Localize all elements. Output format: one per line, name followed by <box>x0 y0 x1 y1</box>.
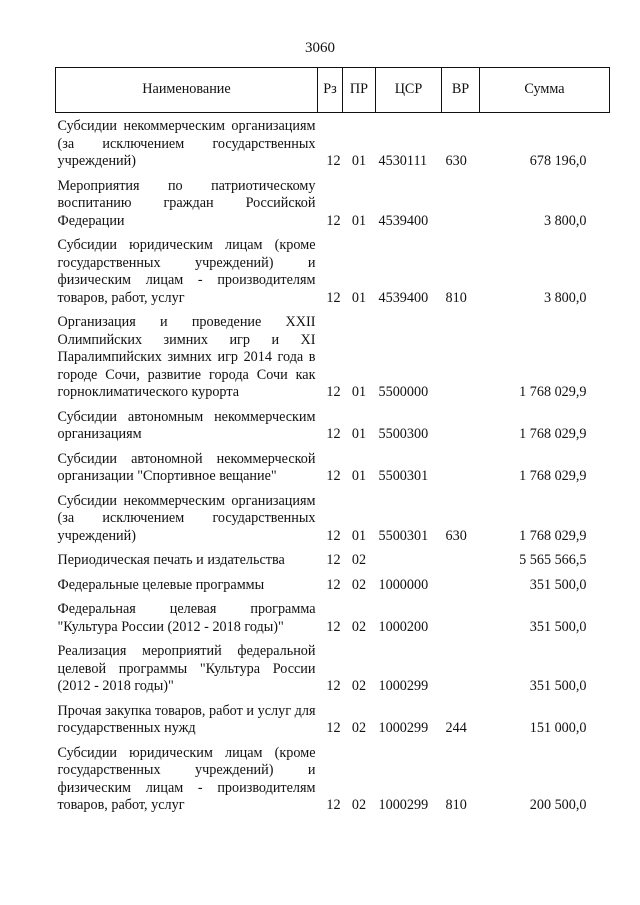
cell-rz: 12 <box>326 618 341 635</box>
cell-pr: 02 <box>351 720 367 736</box>
cell-vr: 630 <box>445 153 467 169</box>
header-vr: ВР <box>442 68 480 113</box>
cell-vr <box>442 596 480 638</box>
cell-csr: 1000299 <box>378 678 429 694</box>
cell-csr: 5500000 <box>378 384 429 400</box>
cell-sum: 1 768 029,9 <box>519 384 587 400</box>
cell-pr: 01 <box>351 384 367 400</box>
cell-vr: 244 <box>445 720 467 736</box>
table-row <box>56 113 610 173</box>
cell-rz: 12 <box>326 289 341 306</box>
cell-pr: 01 <box>351 468 367 484</box>
page-number: 3060 <box>305 40 335 56</box>
cell-vr <box>442 173 480 233</box>
table-body <box>56 113 610 817</box>
cell-rz: 12 <box>326 426 341 442</box>
cell-sum: 678 196,0 <box>529 153 587 169</box>
cell-rz: 12 <box>326 720 341 736</box>
cell-sum: 151 000,0 <box>529 720 587 736</box>
table-row <box>56 638 610 698</box>
cell-csr: 1000200 <box>378 618 429 635</box>
cell-vr: 630 <box>445 527 467 544</box>
table-row <box>56 232 610 309</box>
cell-sum: 3 800,0 <box>543 289 587 306</box>
table-row <box>56 596 610 638</box>
table-row <box>56 309 610 404</box>
cell-rz: 12 <box>326 797 341 813</box>
cell-vr <box>442 309 480 404</box>
cell-pr: 02 <box>351 576 367 593</box>
cell-rz: 12 <box>326 527 341 544</box>
cell-rz: 12 <box>326 468 341 484</box>
table-row <box>56 173 610 233</box>
table-row <box>56 547 610 572</box>
cell-pr: 01 <box>351 289 367 306</box>
cell-rz: 12 <box>326 576 341 593</box>
cell-name: Субсидии некоммерческим организациям (за исключением государственных учреждений) <box>57 118 316 169</box>
cell-pr: 02 <box>351 618 367 635</box>
cell-rz: 12 <box>326 678 341 694</box>
cell-name: Мероприятия по патриотическому воспитанию граждан Российской Федерации <box>57 177 316 229</box>
table-row <box>56 488 610 548</box>
cell-csr: 5500301 <box>378 527 429 544</box>
cell-name: Реализация мероприятий федеральной целевой программы "Культура России (2012 - 2018 годы)" <box>57 643 316 694</box>
cell-rz: 12 <box>326 552 341 568</box>
cell-csr: 1000299 <box>378 797 429 813</box>
cell-sum: 351 500,0 <box>529 678 587 694</box>
cell-csr: 4539400 <box>378 212 429 229</box>
cell-pr: 02 <box>351 678 367 694</box>
cell-name: Субсидии автономным некоммерческим организациям <box>57 408 316 442</box>
cell-name: Федеральные целевые программы <box>57 576 265 593</box>
header-pr: ПР <box>343 68 376 113</box>
cell-sum: 351 500,0 <box>529 576 587 593</box>
cell-name: Субсидии некоммерческим организациям (за исключением государственных учреждений) <box>57 492 316 544</box>
cell-csr: 1000000 <box>378 576 429 593</box>
cell-rz: 12 <box>326 384 341 400</box>
header-rz: Рз <box>318 68 343 113</box>
cell-sum: 200 500,0 <box>529 797 587 813</box>
cell-sum: 5 565 566,5 <box>519 552 587 568</box>
table-row <box>56 740 610 817</box>
cell-pr: 01 <box>351 527 367 544</box>
cell-csr: 5500300 <box>378 426 429 442</box>
cell-name: Организация и проведение XXII Олимпийских зимних игр и XI Паралимпийских зимних игр 2014 года в городе Сочи, развитие города Сочи как горноклиматического курорта <box>57 314 316 400</box>
cell-pr: 02 <box>351 552 367 568</box>
cell-rz: 12 <box>326 212 341 229</box>
table-row <box>56 572 610 597</box>
cell-pr: 01 <box>351 153 367 169</box>
cell-sum: 1 768 029,9 <box>519 468 587 484</box>
cell-name: Субсидии юридическим лицам (кроме государственных учреждений) и физическим лицам - производителям товаров, работ, услуг <box>57 744 316 813</box>
cell-name: Субсидии автономной некоммерческой организации "Спортивное вещание" <box>57 450 316 484</box>
cell-pr: 02 <box>351 797 367 813</box>
cell-name: Прочая закупка товаров, работ и услуг для государственных нужд <box>57 702 316 736</box>
cell-pr: 01 <box>351 426 367 442</box>
header-sum: Сумма <box>480 68 610 113</box>
table-row <box>56 698 610 740</box>
table-row <box>56 446 610 488</box>
cell-csr <box>376 547 442 572</box>
cell-vr: 810 <box>445 289 467 306</box>
cell-rz: 12 <box>326 153 341 169</box>
cell-csr: 4539400 <box>378 289 429 306</box>
cell-vr <box>442 547 480 572</box>
cell-name: Субсидии юридическим лицам (кроме государственных учреждений) и физическим лицам - производителям товаров, работ, услуг <box>57 237 316 306</box>
cell-vr <box>442 638 480 698</box>
cell-vr <box>442 572 480 597</box>
cell-name: Федеральная целевая программа "Культура России (2012 - 2018 годы)" <box>57 601 316 635</box>
cell-csr: 1000299 <box>378 720 429 736</box>
header-csr: ЦСР <box>376 68 442 113</box>
cell-vr <box>442 446 480 488</box>
cell-sum: 351 500,0 <box>529 618 587 635</box>
cell-pr: 01 <box>351 212 367 229</box>
cell-sum: 3 800,0 <box>543 212 587 229</box>
cell-vr <box>442 404 480 446</box>
table-row <box>56 404 610 446</box>
cell-name: Периодическая печать и издательства <box>57 552 285 568</box>
cell-csr: 5500301 <box>378 468 429 484</box>
cell-csr: 4530111 <box>378 153 428 169</box>
budget-table <box>55 67 610 817</box>
cell-vr: 810 <box>445 797 467 813</box>
cell-sum: 1 768 029,9 <box>519 426 587 442</box>
table-header <box>56 68 610 113</box>
cell-sum: 1 768 029,9 <box>519 527 587 544</box>
header-name: Наименование <box>56 68 318 113</box>
